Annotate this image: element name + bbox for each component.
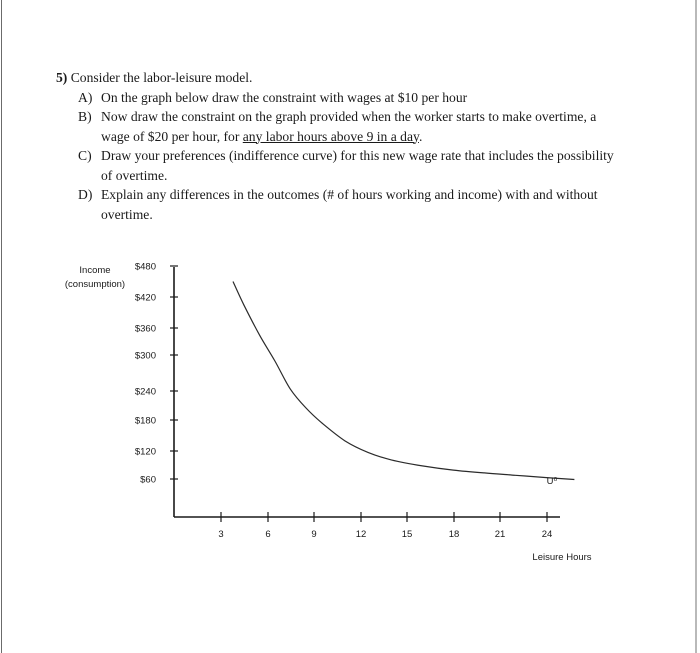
x-tick-label: 12	[355, 529, 367, 540]
question-part-c	[78, 146, 616, 185]
y-axis-label-line1: Income	[79, 265, 111, 276]
x-tick-label: 18	[448, 529, 460, 540]
part-letter: B)	[78, 109, 92, 124]
question-intro: Consider the labor-leisure model.	[70, 70, 253, 85]
x-tick-label: 24	[541, 529, 553, 540]
part-text: Explain any differences in the outcomes (# of hours working and income) with and without overtime.	[101, 187, 598, 222]
part-text	[101, 107, 616, 146]
y-axis-label-line2: (consumption)	[64, 279, 126, 290]
x-axis-label: Leisure Hours	[532, 552, 592, 563]
y-tick-label: $120	[134, 446, 156, 458]
part-text: On the graph below draw the constraint with wages at $10 per hour	[101, 89, 468, 105]
y-tick-label: $60	[140, 474, 156, 486]
question-heading	[56, 68, 616, 88]
part-text-main: Now draw the constraint on the graph provided when the worker starts to make overtime, a wage of $20 per hour, for	[101, 109, 597, 144]
question-block	[56, 68, 616, 224]
y-tick-label: $480	[134, 261, 156, 273]
part-letter: A)	[78, 89, 93, 105]
x-tick-label: 21	[494, 529, 506, 540]
x-tick-label: 6	[265, 529, 271, 540]
part-text-tail: .	[418, 128, 423, 144]
curve-label: U⁰	[546, 476, 558, 487]
y-tick-label: $180	[134, 415, 156, 427]
labor-leisure-graph	[0, 250, 700, 590]
part-text: Draw your preferences (indifference curve) for this new wage rate that includes the possibility of overtime.	[101, 148, 614, 183]
y-tick-label: $300	[134, 350, 156, 362]
y-ticks	[135, 262, 178, 486]
part-text-underlined: any labor hours above 9 in a day	[242, 128, 419, 144]
indifference-curve	[233, 282, 574, 480]
part-letter: C)	[78, 148, 92, 163]
y-tick-label: $360	[134, 323, 156, 335]
question-number: 5)	[56, 70, 68, 85]
y-tick-label: $240	[134, 386, 156, 398]
y-tick-label: $420	[134, 292, 156, 304]
x-tick-label: 9	[311, 529, 317, 540]
x-tick-label: 3	[218, 529, 224, 540]
question-part-d	[78, 185, 616, 224]
x-tick-label: 15	[401, 529, 413, 540]
question-part-a	[78, 88, 616, 108]
part-letter: D)	[78, 187, 93, 202]
question-part-b	[78, 107, 616, 146]
chart-svg	[0, 250, 700, 590]
